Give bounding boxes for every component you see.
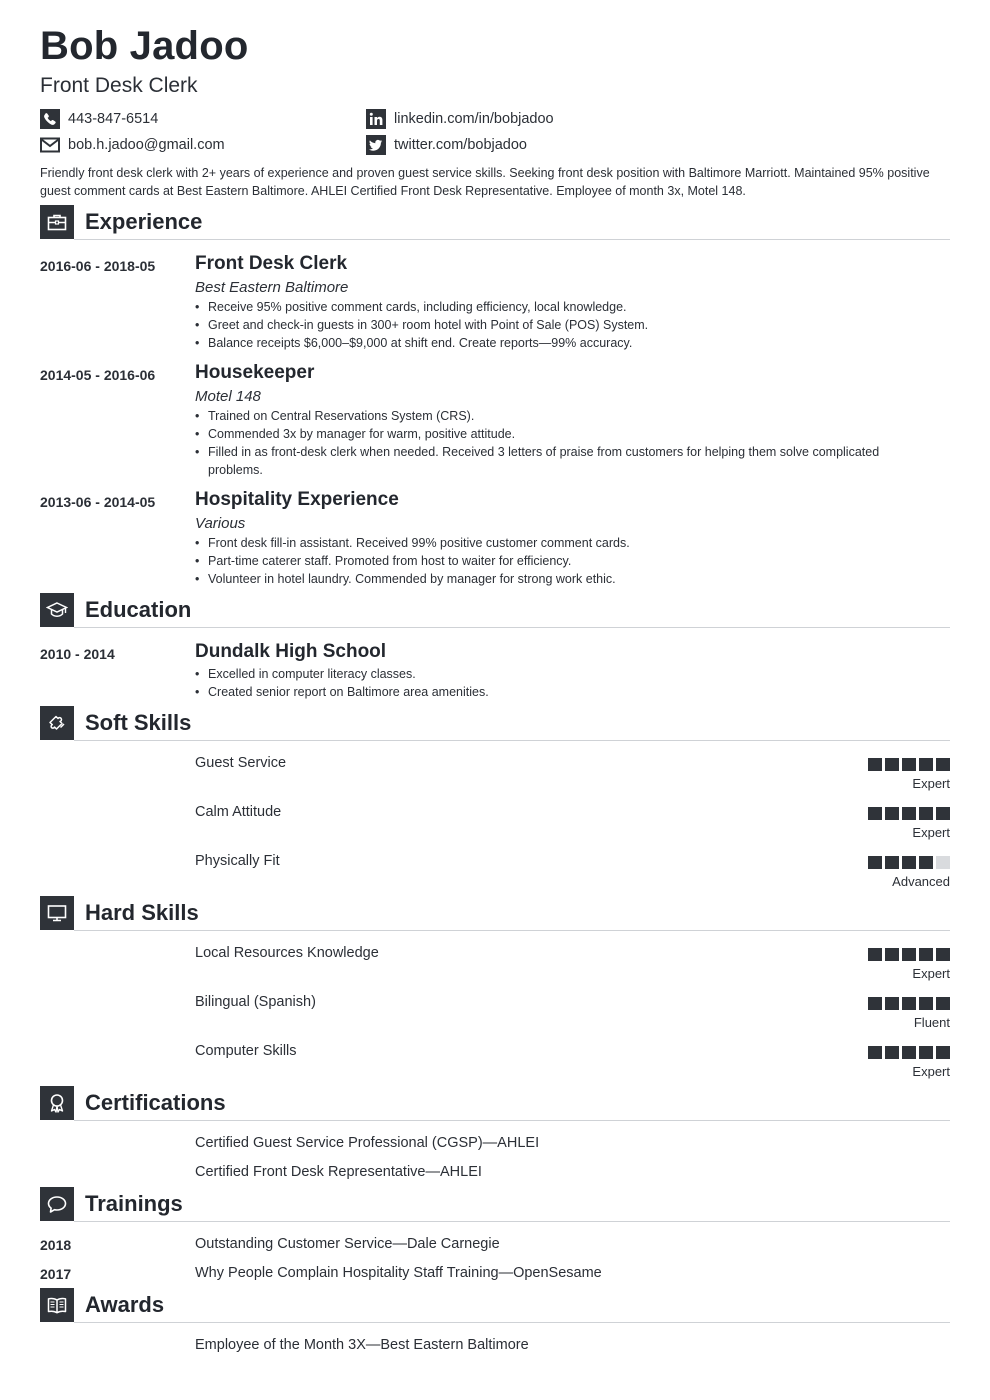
skill-name: Calm Attitude	[195, 804, 282, 820]
rating-box-filled	[885, 997, 899, 1010]
skill-name: Local Resources Knowledge	[195, 945, 379, 961]
experience-bullets	[195, 534, 925, 588]
rating-boxes	[830, 948, 950, 961]
experience-title: Housekeeper	[195, 362, 315, 383]
section-experience	[40, 205, 950, 241]
section-trainings	[40, 1187, 950, 1223]
rating-box-filled	[902, 948, 916, 961]
section-education	[40, 593, 950, 629]
twitter-icon	[366, 135, 386, 155]
speech-bubble-icon	[46, 1193, 68, 1215]
rating-box-filled	[868, 997, 882, 1010]
experience-date: 2013-06 - 2014-05	[40, 494, 156, 510]
experience-title: Hospitality Experience	[195, 489, 399, 510]
section-divider	[74, 1322, 950, 1323]
list-item: • Excelled in computer literacy classes.	[195, 665, 925, 683]
puzzle-hand-icon	[46, 712, 68, 734]
list-item: • Greet and check-in guests in 300+ room hotel with Point of Sale (POS) System.	[195, 316, 925, 334]
training-year: 2017	[40, 1266, 72, 1282]
award-item: Employee of the Month 3X—Best Eastern Baltimore	[195, 1337, 529, 1353]
skill-level: Expert	[912, 776, 950, 791]
rating-box-filled	[919, 1046, 933, 1059]
rating-box-filled	[868, 807, 882, 820]
list-item: • Balance receipts $6,000–$9,000 at shift end. Create reports—99% accuracy.	[195, 334, 925, 352]
section-divider	[74, 740, 950, 741]
rating-box-filled	[936, 997, 950, 1010]
rating-box-filled	[885, 758, 899, 771]
skill-name: Physically Fit	[195, 853, 280, 869]
section-title-awards: Awards	[85, 1292, 165, 1317]
training-item: Why People Complain Hospitality Staff Training—OpenSesame	[195, 1265, 602, 1281]
summary: Friendly front desk clerk with 2+ years of experience and proven guest service skills. Seeking front desk position with Baltimore Marriott. Maintained 95% positive guest comment cards at Best Eastern Baltimore. AHLEI Certified Front Desk Representative. Employee of month 3x, Motel 148.	[40, 166, 930, 198]
twitter-text: twitter.com/bobjadoo	[394, 137, 527, 153]
skill-level: Fluent	[913, 1015, 950, 1030]
rating-box-filled	[902, 997, 916, 1010]
rating-box-filled	[919, 997, 933, 1010]
contact-twitter	[366, 135, 527, 155]
section-title-education: Education	[85, 597, 192, 622]
monitor-icon	[46, 902, 68, 924]
list-item: • Filled in as front-desk clerk when needed. Received 3 letters of praise from customers for helping them solve complicated problems.	[195, 443, 925, 479]
graduation-cap-icon	[46, 599, 68, 621]
skill-level: Expert	[912, 825, 950, 840]
linkedin-icon	[366, 109, 386, 129]
phone-text: 443-847-6514	[68, 111, 159, 127]
contact-email	[40, 135, 225, 155]
skill-name: Guest Service	[195, 755, 287, 771]
skill-rating	[830, 948, 950, 981]
rating-box-filled	[919, 807, 933, 820]
section-divider	[74, 930, 950, 931]
rating-box-filled	[868, 948, 882, 961]
rating-box-filled	[868, 1046, 882, 1059]
rating-boxes	[830, 997, 950, 1010]
envelope-icon	[40, 135, 60, 155]
experience-bullets	[195, 298, 925, 352]
contact-phone	[40, 109, 158, 129]
book-icon	[46, 1294, 68, 1316]
skill-rating	[830, 1046, 950, 1079]
education-school: Dundalk High School	[195, 641, 387, 662]
rating-boxes	[830, 758, 950, 771]
section-divider	[74, 627, 950, 628]
phone-icon	[40, 109, 60, 129]
linkedin-text: linkedin.com/in/bobjadoo	[394, 111, 554, 127]
briefcase-icon	[46, 211, 68, 233]
skill-rating	[830, 758, 950, 791]
section-divider	[74, 1221, 950, 1222]
skill-rating	[830, 997, 950, 1030]
section-hard-skills	[40, 896, 950, 932]
list-item: • Front desk fill-in assistant. Received 99% positive customer comment cards.	[195, 534, 925, 552]
contact-linkedin	[366, 109, 554, 129]
email-text: bob.h.jadoo@gmail.com	[68, 137, 225, 153]
section-certifications	[40, 1086, 950, 1122]
section-title-experience: Experience	[85, 209, 203, 234]
rating-box-filled	[885, 1046, 899, 1059]
list-item: • Volunteer in hotel laundry. Commended by manager for strong work ethic.	[195, 570, 925, 588]
skill-level: Advanced	[892, 874, 950, 889]
rating-boxes	[830, 1046, 950, 1059]
experience-date: 2014-05 - 2016-06	[40, 367, 156, 383]
section-divider	[74, 1120, 950, 1121]
rating-box-filled	[919, 856, 933, 869]
rating-box-filled	[885, 807, 899, 820]
experience-company: Motel 148	[195, 388, 261, 405]
education-bullets	[195, 665, 925, 701]
skill-rating	[830, 807, 950, 840]
rating-box-filled	[902, 856, 916, 869]
experience-date: 2016-06 - 2018-05	[40, 258, 156, 274]
section-title-hard-skills: Hard Skills	[85, 900, 199, 925]
section-soft-skills	[40, 706, 950, 742]
section-title-certifications: Certifications	[85, 1090, 226, 1115]
education-date: 2010 - 2014	[40, 646, 115, 662]
experience-company: Various	[195, 515, 246, 532]
resume-role: Front Desk Clerk	[40, 74, 198, 97]
award-ribbon-icon	[46, 1092, 68, 1114]
rating-box-filled	[902, 758, 916, 771]
skill-rating	[830, 856, 950, 889]
rating-box-empty	[936, 856, 950, 869]
section-divider	[74, 239, 950, 240]
rating-box-filled	[919, 758, 933, 771]
rating-box-filled	[885, 948, 899, 961]
rating-box-filled	[868, 758, 882, 771]
section-awards	[40, 1288, 950, 1324]
section-title-trainings: Trainings	[85, 1191, 183, 1216]
skill-level: Expert	[912, 1064, 950, 1079]
rating-box-filled	[885, 856, 899, 869]
rating-box-filled	[936, 807, 950, 820]
rating-box-filled	[868, 856, 882, 869]
list-item: • Receive 95% positive comment cards, including efficiency, local knowledge.	[195, 298, 925, 316]
rating-box-filled	[902, 807, 916, 820]
certification-item: Certified Front Desk Representative—AHLEI	[195, 1164, 482, 1180]
certification-item: Certified Guest Service Professional (CGSP)—AHLEI	[195, 1135, 540, 1151]
resume-name: Bob Jadoo	[40, 24, 249, 68]
experience-company: Best Eastern Baltimore	[195, 279, 349, 296]
list-item: • Created senior report on Baltimore area amenities.	[195, 683, 925, 701]
training-item: Outstanding Customer Service—Dale Carnegie	[195, 1236, 500, 1252]
skill-name: Computer Skills	[195, 1043, 297, 1059]
list-item: • Trained on Central Reservations System (CRS).	[195, 407, 925, 425]
experience-title: Front Desk Clerk	[195, 253, 348, 274]
rating-box-filled	[919, 948, 933, 961]
rating-box-filled	[936, 948, 950, 961]
skill-level: Expert	[912, 966, 950, 981]
list-item: • Part-time caterer staff. Promoted from host to waiter for efficiency.	[195, 552, 925, 570]
section-title-soft-skills: Soft Skills	[85, 710, 192, 735]
rating-boxes	[830, 856, 950, 869]
rating-box-filled	[902, 1046, 916, 1059]
list-item: • Commended 3x by manager for warm, positive attitude.	[195, 425, 925, 443]
rating-box-filled	[936, 1046, 950, 1059]
rating-box-filled	[936, 758, 950, 771]
training-year: 2018	[40, 1237, 72, 1253]
skill-name: Bilingual (Spanish)	[195, 994, 316, 1010]
experience-bullets	[195, 407, 925, 479]
rating-boxes	[830, 807, 950, 820]
